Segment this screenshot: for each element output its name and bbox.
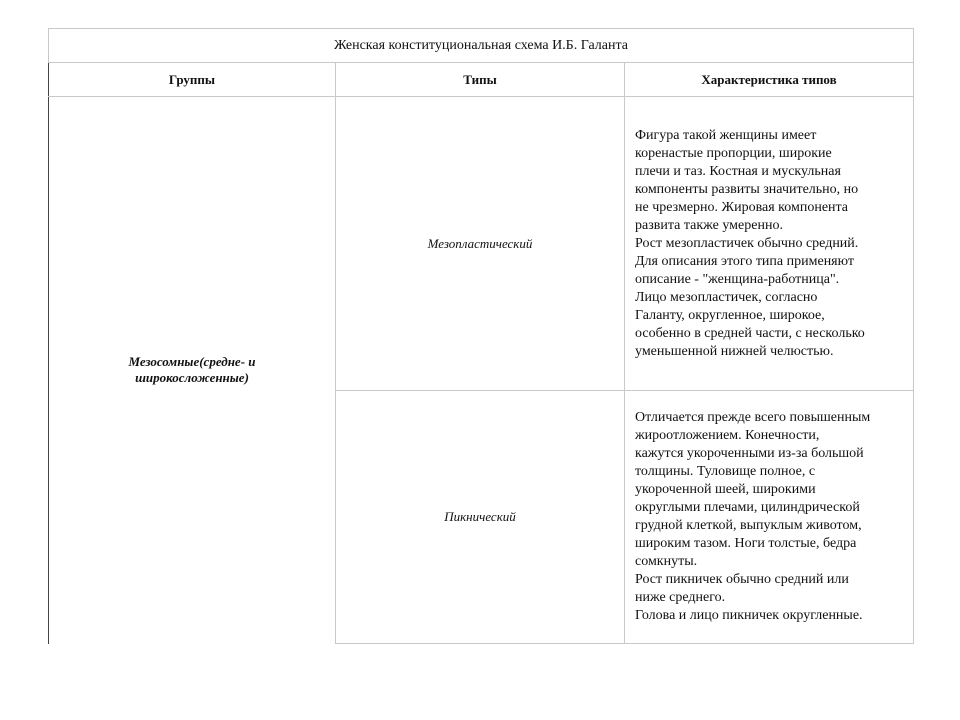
description-line: особенно в средней части, с несколько: [635, 325, 865, 341]
description-line: развита также умеренно.: [635, 217, 783, 233]
description-line: Фигура такой женщины имеет: [635, 127, 817, 143]
description-line: плечи и таз. Костная и мускульная: [635, 163, 841, 179]
type-cell-mesoplastic: Мезопластический: [336, 97, 625, 391]
description-line: описание - "женщина-работница".: [635, 271, 840, 287]
group-name-line-2: широкосложенные): [135, 370, 249, 386]
description-line: уменьшенной нижней челюстью.: [635, 343, 834, 359]
description-line: Галанту, округленное, широкое,: [635, 307, 825, 323]
description-line: кажутся укороченными из-за большой: [635, 446, 864, 461]
description-line: толщины. Туловище полное, с: [635, 464, 816, 479]
description-line: ниже среднего.: [635, 590, 726, 605]
constitution-table-container: [48, 28, 913, 643]
description-line: укороченной шеей, широкими: [635, 482, 816, 497]
description-line: сомкнуты.: [635, 554, 698, 569]
description-line: широким тазом. Ноги толстые, бедра: [635, 536, 857, 551]
table-header-row: [49, 63, 914, 97]
description-line: округлыми плечами, цилиндрической: [635, 500, 860, 515]
group-name-line-1: Мезосомные(средне- и: [128, 354, 256, 370]
header-types: Типы: [336, 63, 625, 97]
description-line: компоненты развиты значительно, но: [635, 181, 859, 197]
header-groups: Группы: [49, 63, 336, 97]
description-line: Для описания этого типа применяют: [635, 253, 855, 269]
description-line: жироотложением. Конечности,: [635, 428, 820, 443]
table-title: Женская конституциональная схема И.Б. Галанта: [49, 29, 914, 63]
description-line: Голова и лицо пикничек округленные.: [635, 608, 863, 623]
description-line: коренастые пропорции, широкие: [635, 145, 832, 161]
description-line: не чрезмерно. Жировая компонента: [635, 199, 849, 215]
table-title-row: [49, 29, 914, 63]
description-line: грудной клеткой, выпуклым животом,: [635, 518, 862, 533]
description-line: Рост пикничек обычно средний или: [635, 572, 849, 587]
header-characteristics: Характеристика типов: [625, 63, 914, 97]
description-cell-pyknic: [625, 391, 914, 644]
description-cell-mesoplastic: [625, 97, 914, 391]
constitution-table: [48, 28, 914, 644]
group-cell: [49, 97, 336, 644]
description-line: Рост мезопластичек обычно средний.: [635, 235, 859, 251]
table-row: [49, 97, 914, 391]
description-line: Отличается прежде всего повышенным: [635, 410, 871, 425]
description-line: Лицо мезопластичек, согласно: [635, 289, 818, 305]
type-cell-pyknic: Пикнический: [336, 391, 625, 644]
